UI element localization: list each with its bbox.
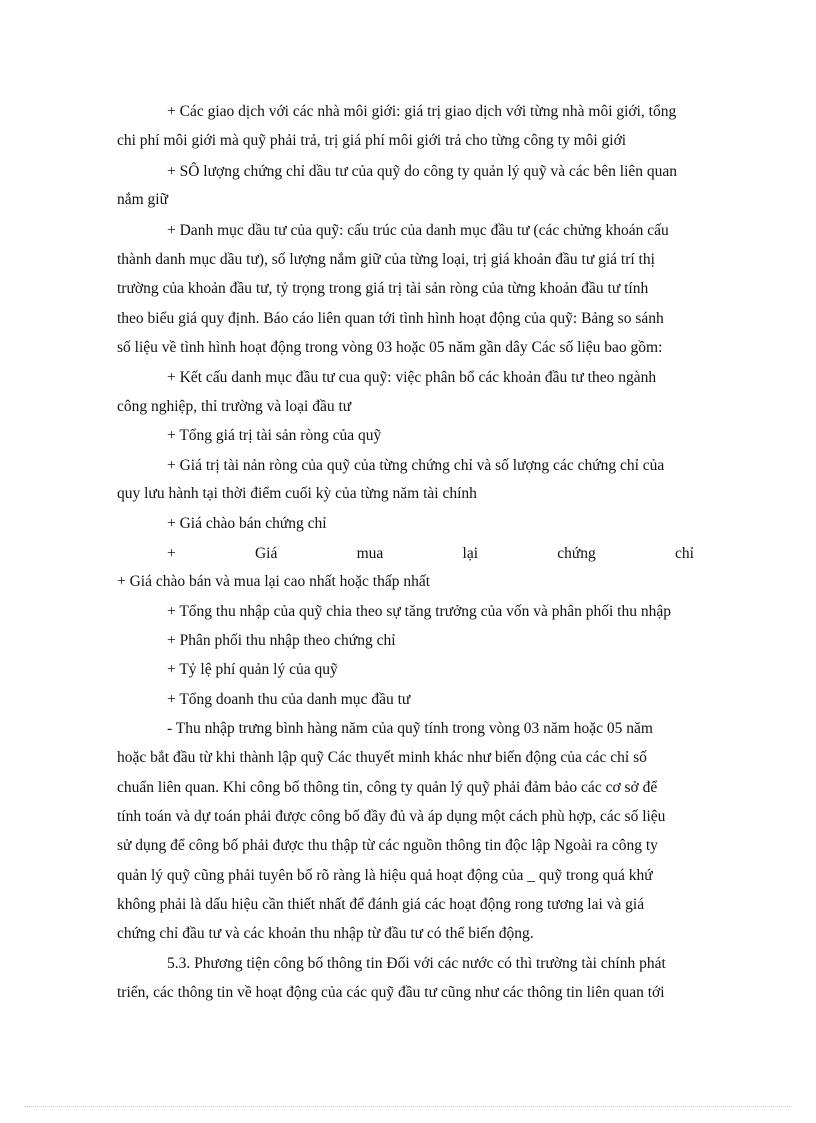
text-line: + Tổng doanh thu của danh mục đầu tư [167, 691, 411, 708]
text-line: công nghiệp, thỉ trường và loại đầu tư [117, 398, 352, 415]
text-line: + Danh mục dầu tư của quỹ: cấu trúc của danh mục đầu tư (các chửng khoán cấu [167, 222, 669, 239]
text-line: hoặc bắt đầu từ khi thành lập quỹ Các thuyết minh khác như biến động của các chỉ số [117, 749, 647, 766]
text-line: thành danh mục dầu tư), số lượng nắm giữ của từng loại, trị giá khoản đầu tư giá trí thị [117, 251, 655, 268]
text-line: triển, các thông tin về hoạt động của các quỹ đầu tư cũng như các thông tin liên quan tới [117, 984, 665, 1001]
text-line: + SÔ lượng chứng chỉ dầu tư của quỹ do công ty quản lý quỹ và các bên liên quan [167, 163, 678, 180]
text-line: chuẩn liên quan. Khi công bố thông tin, công ty quản lý quỹ phải đảm bảo các cơ sở để [117, 779, 658, 796]
text-line: số liệu về tình hình hoạt động trong vòng 03 hoặc 05 năm gần dây Các số liệu bao gồm: [117, 339, 663, 356]
text-line: + Giá trị tài nản ròng của quỹ của từng chứng chỉ và số lượng các chứng chỉ của [167, 457, 665, 474]
text-line: quản lý quỹ cũng phải tuyên bố rõ ràng là hiệu quả hoạt động của _ quỹ trong quá khứ [117, 867, 653, 884]
text-line: + Kết cấu danh mục đầu tư cua quỹ: việc phân bổ các khoản đầu tư theo ngành [167, 369, 657, 386]
page-bottom-rule [24, 1106, 792, 1107]
text-line: + Giá chào bán chứng chỉ [167, 515, 327, 532]
text-line: tính toán và dự toán phải được công bố đầy đủ và áp dụng một cách phù hợp, các số liệu [117, 808, 666, 825]
text-line: quy lưu hành tại thời điểm cuối kỳ của từng năm tài chính [117, 485, 477, 502]
text-line: + Phân phối thu nhập theo chứng chỉ [167, 632, 396, 649]
text-line: nắm giữ [117, 191, 169, 208]
text-line: + Giá mua lại chứng chỉ [167, 545, 694, 562]
text-line: 5.3. Phương tiện công bố thông tin Đối với các nước có thì trường tài chính phát [167, 955, 666, 972]
text-line: + Các giao dịch với các nhà môi giới: giá trị giao dịch với từng nhà môi giới, tổng [167, 103, 677, 120]
text-line: + Tỷ lệ phí quản lý của quỹ [167, 661, 338, 678]
text-line: + Giá chào bán và mua lại cao nhất hoặc thấp nhất [117, 573, 431, 590]
text-line: + Tổng giá trị tài sản ròng của quỹ [167, 427, 382, 444]
text-line: chi phí môi giới mà quỹ phải trả, trị giá phí môi giới trả cho từng công ty môi giới [117, 132, 627, 149]
text-line: chứng chỉ đầu tư và các khoản thu nhập từ đầu tư có thể biến động. [117, 925, 534, 942]
text-line: - Thu nhập trưng bình hàng năm của quỹ tính trong vòng 03 năm hoặc 05 năm [167, 720, 653, 737]
text-line: trường của khoản đầu tư, tỷ trọng trong giá trị tài sản ròng của từng khoản đầu tư tính [117, 280, 649, 297]
text-line: + Tổng thu nhập của quỹ chia theo sự tăng trưởng của vốn và phân phối thu nhập [167, 603, 671, 620]
text-line: không phải là dấu hiệu cần thiết nhất để đánh giá các hoạt động rong tương lai và giá [117, 896, 645, 913]
text-line: sử dụng để công bố phải được thu thập từ các nguồn thông tin độc lập Ngoài ra công ty [117, 837, 658, 854]
text-line: theo biểu giá quy định. Báo cáo liên quan tới tình hình hoạt động của quỹ: Bảng so sánh [117, 310, 664, 327]
